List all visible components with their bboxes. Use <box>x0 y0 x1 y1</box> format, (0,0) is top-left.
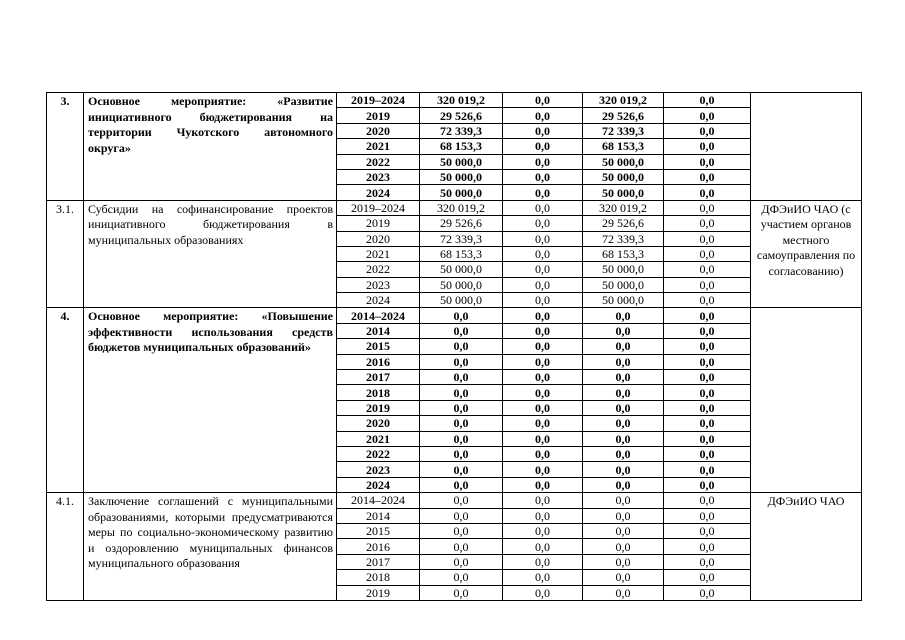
period-cell: 2014 <box>337 508 420 523</box>
period-cell: 2024 <box>337 185 420 200</box>
regional-amount-cell: 0,0 <box>583 493 664 508</box>
regional-amount-cell: 50 000,0 <box>583 277 664 292</box>
item-number: 4. <box>47 308 84 493</box>
other-amount-cell: 0,0 <box>664 323 751 338</box>
federal-amount-cell: 0,0 <box>503 154 583 169</box>
total-amount-cell: 50 000,0 <box>420 293 503 308</box>
other-amount-cell: 0,0 <box>664 493 751 508</box>
regional-amount-cell: 320 019,2 <box>583 93 664 108</box>
regional-amount-cell: 0,0 <box>583 585 664 600</box>
regional-amount-cell: 0,0 <box>583 370 664 385</box>
federal-amount-cell: 0,0 <box>503 139 583 154</box>
total-amount-cell: 320 019,2 <box>420 93 503 108</box>
other-amount-cell: 0,0 <box>664 462 751 477</box>
period-cell: 2014–2024 <box>337 308 420 323</box>
period-cell: 2021 <box>337 139 420 154</box>
regional-amount-cell: 29 526,6 <box>583 216 664 231</box>
federal-amount-cell: 0,0 <box>503 293 583 308</box>
period-cell: 2017 <box>337 554 420 569</box>
other-amount-cell: 0,0 <box>664 154 751 169</box>
regional-amount-cell: 0,0 <box>583 539 664 554</box>
period-cell: 2024 <box>337 477 420 492</box>
federal-amount-cell: 0,0 <box>503 354 583 369</box>
period-cell: 2019–2024 <box>337 200 420 215</box>
period-cell: 2018 <box>337 385 420 400</box>
other-amount-cell: 0,0 <box>664 216 751 231</box>
federal-amount-cell: 0,0 <box>503 323 583 338</box>
other-amount-cell: 0,0 <box>664 185 751 200</box>
total-amount-cell: 0,0 <box>420 339 503 354</box>
other-amount-cell: 0,0 <box>664 354 751 369</box>
federal-amount-cell: 0,0 <box>503 585 583 600</box>
total-amount-cell: 68 153,3 <box>420 139 503 154</box>
federal-amount-cell: 0,0 <box>503 539 583 554</box>
federal-amount-cell: 0,0 <box>503 493 583 508</box>
responsible-executor: ДФЭиИО ЧАО (с участием органов местного самоуправления по согласованию) <box>751 200 862 308</box>
regional-amount-cell: 0,0 <box>583 339 664 354</box>
total-amount-cell: 0,0 <box>420 493 503 508</box>
regional-amount-cell: 50 000,0 <box>583 169 664 184</box>
responsible-executor <box>751 308 862 493</box>
item-description: Заключение соглашений с муниципальными образованиями, которыми предусматриваются меры по социально-экономическому развитию и оздоровлению муниципальных финансов муниципального образования <box>84 493 337 601</box>
period-cell: 2023 <box>337 462 420 477</box>
federal-amount-cell: 0,0 <box>503 508 583 523</box>
period-cell: 2014 <box>337 323 420 338</box>
other-amount-cell: 0,0 <box>664 108 751 123</box>
table-body <box>47 93 862 601</box>
period-cell: 2022 <box>337 446 420 461</box>
item-number: 4.1. <box>47 493 84 601</box>
total-amount-cell: 0,0 <box>420 323 503 338</box>
federal-amount-cell: 0,0 <box>503 370 583 385</box>
period-cell: 2015 <box>337 339 420 354</box>
period-cell: 2023 <box>337 169 420 184</box>
total-amount-cell: 0,0 <box>420 416 503 431</box>
federal-amount-cell: 0,0 <box>503 246 583 261</box>
other-amount-cell: 0,0 <box>664 554 751 569</box>
table-row <box>47 308 862 323</box>
regional-amount-cell: 0,0 <box>583 385 664 400</box>
total-amount-cell: 29 526,6 <box>420 108 503 123</box>
regional-amount-cell: 50 000,0 <box>583 185 664 200</box>
period-cell: 2019 <box>337 108 420 123</box>
total-amount-cell: 0,0 <box>420 477 503 492</box>
regional-amount-cell: 0,0 <box>583 354 664 369</box>
other-amount-cell: 0,0 <box>664 308 751 323</box>
other-amount-cell: 0,0 <box>664 93 751 108</box>
total-amount-cell: 0,0 <box>420 431 503 446</box>
other-amount-cell: 0,0 <box>664 523 751 538</box>
item-description: Основное мероприятие: «Повышение эффективности использования средств бюджетов муниципальных образований» <box>84 308 337 493</box>
total-amount-cell: 0,0 <box>420 539 503 554</box>
total-amount-cell: 0,0 <box>420 554 503 569</box>
period-cell: 2021 <box>337 246 420 261</box>
other-amount-cell: 0,0 <box>664 370 751 385</box>
federal-amount-cell: 0,0 <box>503 570 583 585</box>
total-amount-cell: 320 019,2 <box>420 200 503 215</box>
federal-amount-cell: 0,0 <box>503 400 583 415</box>
responsible-executor: ДФЭиИО ЧАО <box>751 493 862 601</box>
federal-amount-cell: 0,0 <box>503 169 583 184</box>
period-cell: 2020 <box>337 123 420 138</box>
total-amount-cell: 0,0 <box>420 446 503 461</box>
other-amount-cell: 0,0 <box>664 139 751 154</box>
total-amount-cell: 0,0 <box>420 400 503 415</box>
total-amount-cell: 0,0 <box>420 462 503 477</box>
regional-amount-cell: 0,0 <box>583 446 664 461</box>
regional-amount-cell: 0,0 <box>583 570 664 585</box>
total-amount-cell: 50 000,0 <box>420 277 503 292</box>
regional-amount-cell: 0,0 <box>583 508 664 523</box>
federal-amount-cell: 0,0 <box>503 416 583 431</box>
other-amount-cell: 0,0 <box>664 262 751 277</box>
federal-amount-cell: 0,0 <box>503 477 583 492</box>
other-amount-cell: 0,0 <box>664 293 751 308</box>
period-cell: 2020 <box>337 231 420 246</box>
federal-amount-cell: 0,0 <box>503 108 583 123</box>
regional-amount-cell: 0,0 <box>583 416 664 431</box>
regional-amount-cell: 72 339,3 <box>583 231 664 246</box>
item-number: 3.1. <box>47 200 84 308</box>
period-cell: 2016 <box>337 539 420 554</box>
period-cell: 2023 <box>337 277 420 292</box>
federal-amount-cell: 0,0 <box>503 523 583 538</box>
regional-amount-cell: 0,0 <box>583 400 664 415</box>
federal-amount-cell: 0,0 <box>503 185 583 200</box>
period-cell: 2015 <box>337 523 420 538</box>
federal-amount-cell: 0,0 <box>503 385 583 400</box>
responsible-executor <box>751 93 862 201</box>
total-amount-cell: 68 153,3 <box>420 246 503 261</box>
other-amount-cell: 0,0 <box>664 246 751 261</box>
total-amount-cell: 50 000,0 <box>420 154 503 169</box>
total-amount-cell: 50 000,0 <box>420 262 503 277</box>
total-amount-cell: 29 526,6 <box>420 216 503 231</box>
total-amount-cell: 0,0 <box>420 585 503 600</box>
period-cell: 2018 <box>337 570 420 585</box>
regional-amount-cell: 0,0 <box>583 477 664 492</box>
regional-amount-cell: 0,0 <box>583 462 664 477</box>
regional-amount-cell: 72 339,3 <box>583 123 664 138</box>
total-amount-cell: 72 339,3 <box>420 123 503 138</box>
regional-amount-cell: 50 000,0 <box>583 262 664 277</box>
period-cell: 2022 <box>337 262 420 277</box>
other-amount-cell: 0,0 <box>664 570 751 585</box>
period-cell: 2024 <box>337 293 420 308</box>
total-amount-cell: 0,0 <box>420 370 503 385</box>
period-cell: 2020 <box>337 416 420 431</box>
regional-amount-cell: 0,0 <box>583 523 664 538</box>
federal-amount-cell: 0,0 <box>503 431 583 446</box>
budget-table <box>46 92 862 601</box>
regional-amount-cell: 29 526,6 <box>583 108 664 123</box>
other-amount-cell: 0,0 <box>664 585 751 600</box>
period-cell: 2017 <box>337 370 420 385</box>
table-row <box>47 93 862 108</box>
period-cell: 2019–2024 <box>337 93 420 108</box>
federal-amount-cell: 0,0 <box>503 277 583 292</box>
period-cell: 2019 <box>337 216 420 231</box>
other-amount-cell: 0,0 <box>664 431 751 446</box>
federal-amount-cell: 0,0 <box>503 216 583 231</box>
regional-amount-cell: 0,0 <box>583 323 664 338</box>
item-description: Основное мероприятие: «Развитие инициативного бюджетирования на территории Чукотского автономного округа» <box>84 93 337 201</box>
federal-amount-cell: 0,0 <box>503 262 583 277</box>
table-row <box>47 200 862 215</box>
other-amount-cell: 0,0 <box>664 339 751 354</box>
item-number: 3. <box>47 93 84 201</box>
total-amount-cell: 72 339,3 <box>420 231 503 246</box>
period-cell: 2022 <box>337 154 420 169</box>
federal-amount-cell: 0,0 <box>503 446 583 461</box>
other-amount-cell: 0,0 <box>664 231 751 246</box>
other-amount-cell: 0,0 <box>664 123 751 138</box>
federal-amount-cell: 0,0 <box>503 231 583 246</box>
federal-amount-cell: 0,0 <box>503 123 583 138</box>
regional-amount-cell: 0,0 <box>583 554 664 569</box>
regional-amount-cell: 0,0 <box>583 431 664 446</box>
other-amount-cell: 0,0 <box>664 446 751 461</box>
other-amount-cell: 0,0 <box>664 385 751 400</box>
period-cell: 2019 <box>337 400 420 415</box>
regional-amount-cell: 68 153,3 <box>583 139 664 154</box>
other-amount-cell: 0,0 <box>664 539 751 554</box>
regional-amount-cell: 50 000,0 <box>583 154 664 169</box>
other-amount-cell: 0,0 <box>664 169 751 184</box>
regional-amount-cell: 320 019,2 <box>583 200 664 215</box>
item-description: Субсидии на софинансирование проектов инициативного бюджетирования в муниципальных образованиях <box>84 200 337 308</box>
other-amount-cell: 0,0 <box>664 277 751 292</box>
federal-amount-cell: 0,0 <box>503 554 583 569</box>
other-amount-cell: 0,0 <box>664 508 751 523</box>
period-cell: 2019 <box>337 585 420 600</box>
regional-amount-cell: 68 153,3 <box>583 246 664 261</box>
federal-amount-cell: 0,0 <box>503 200 583 215</box>
total-amount-cell: 0,0 <box>420 385 503 400</box>
total-amount-cell: 0,0 <box>420 570 503 585</box>
total-amount-cell: 0,0 <box>420 354 503 369</box>
total-amount-cell: 0,0 <box>420 308 503 323</box>
total-amount-cell: 50 000,0 <box>420 169 503 184</box>
federal-amount-cell: 0,0 <box>503 93 583 108</box>
total-amount-cell: 50 000,0 <box>420 185 503 200</box>
other-amount-cell: 0,0 <box>664 416 751 431</box>
period-cell: 2014–2024 <box>337 493 420 508</box>
regional-amount-cell: 0,0 <box>583 308 664 323</box>
federal-amount-cell: 0,0 <box>503 462 583 477</box>
federal-amount-cell: 0,0 <box>503 339 583 354</box>
regional-amount-cell: 50 000,0 <box>583 293 664 308</box>
period-cell: 2016 <box>337 354 420 369</box>
table-row <box>47 493 862 508</box>
other-amount-cell: 0,0 <box>664 477 751 492</box>
other-amount-cell: 0,0 <box>664 400 751 415</box>
total-amount-cell: 0,0 <box>420 508 503 523</box>
federal-amount-cell: 0,0 <box>503 308 583 323</box>
other-amount-cell: 0,0 <box>664 200 751 215</box>
period-cell: 2021 <box>337 431 420 446</box>
total-amount-cell: 0,0 <box>420 523 503 538</box>
